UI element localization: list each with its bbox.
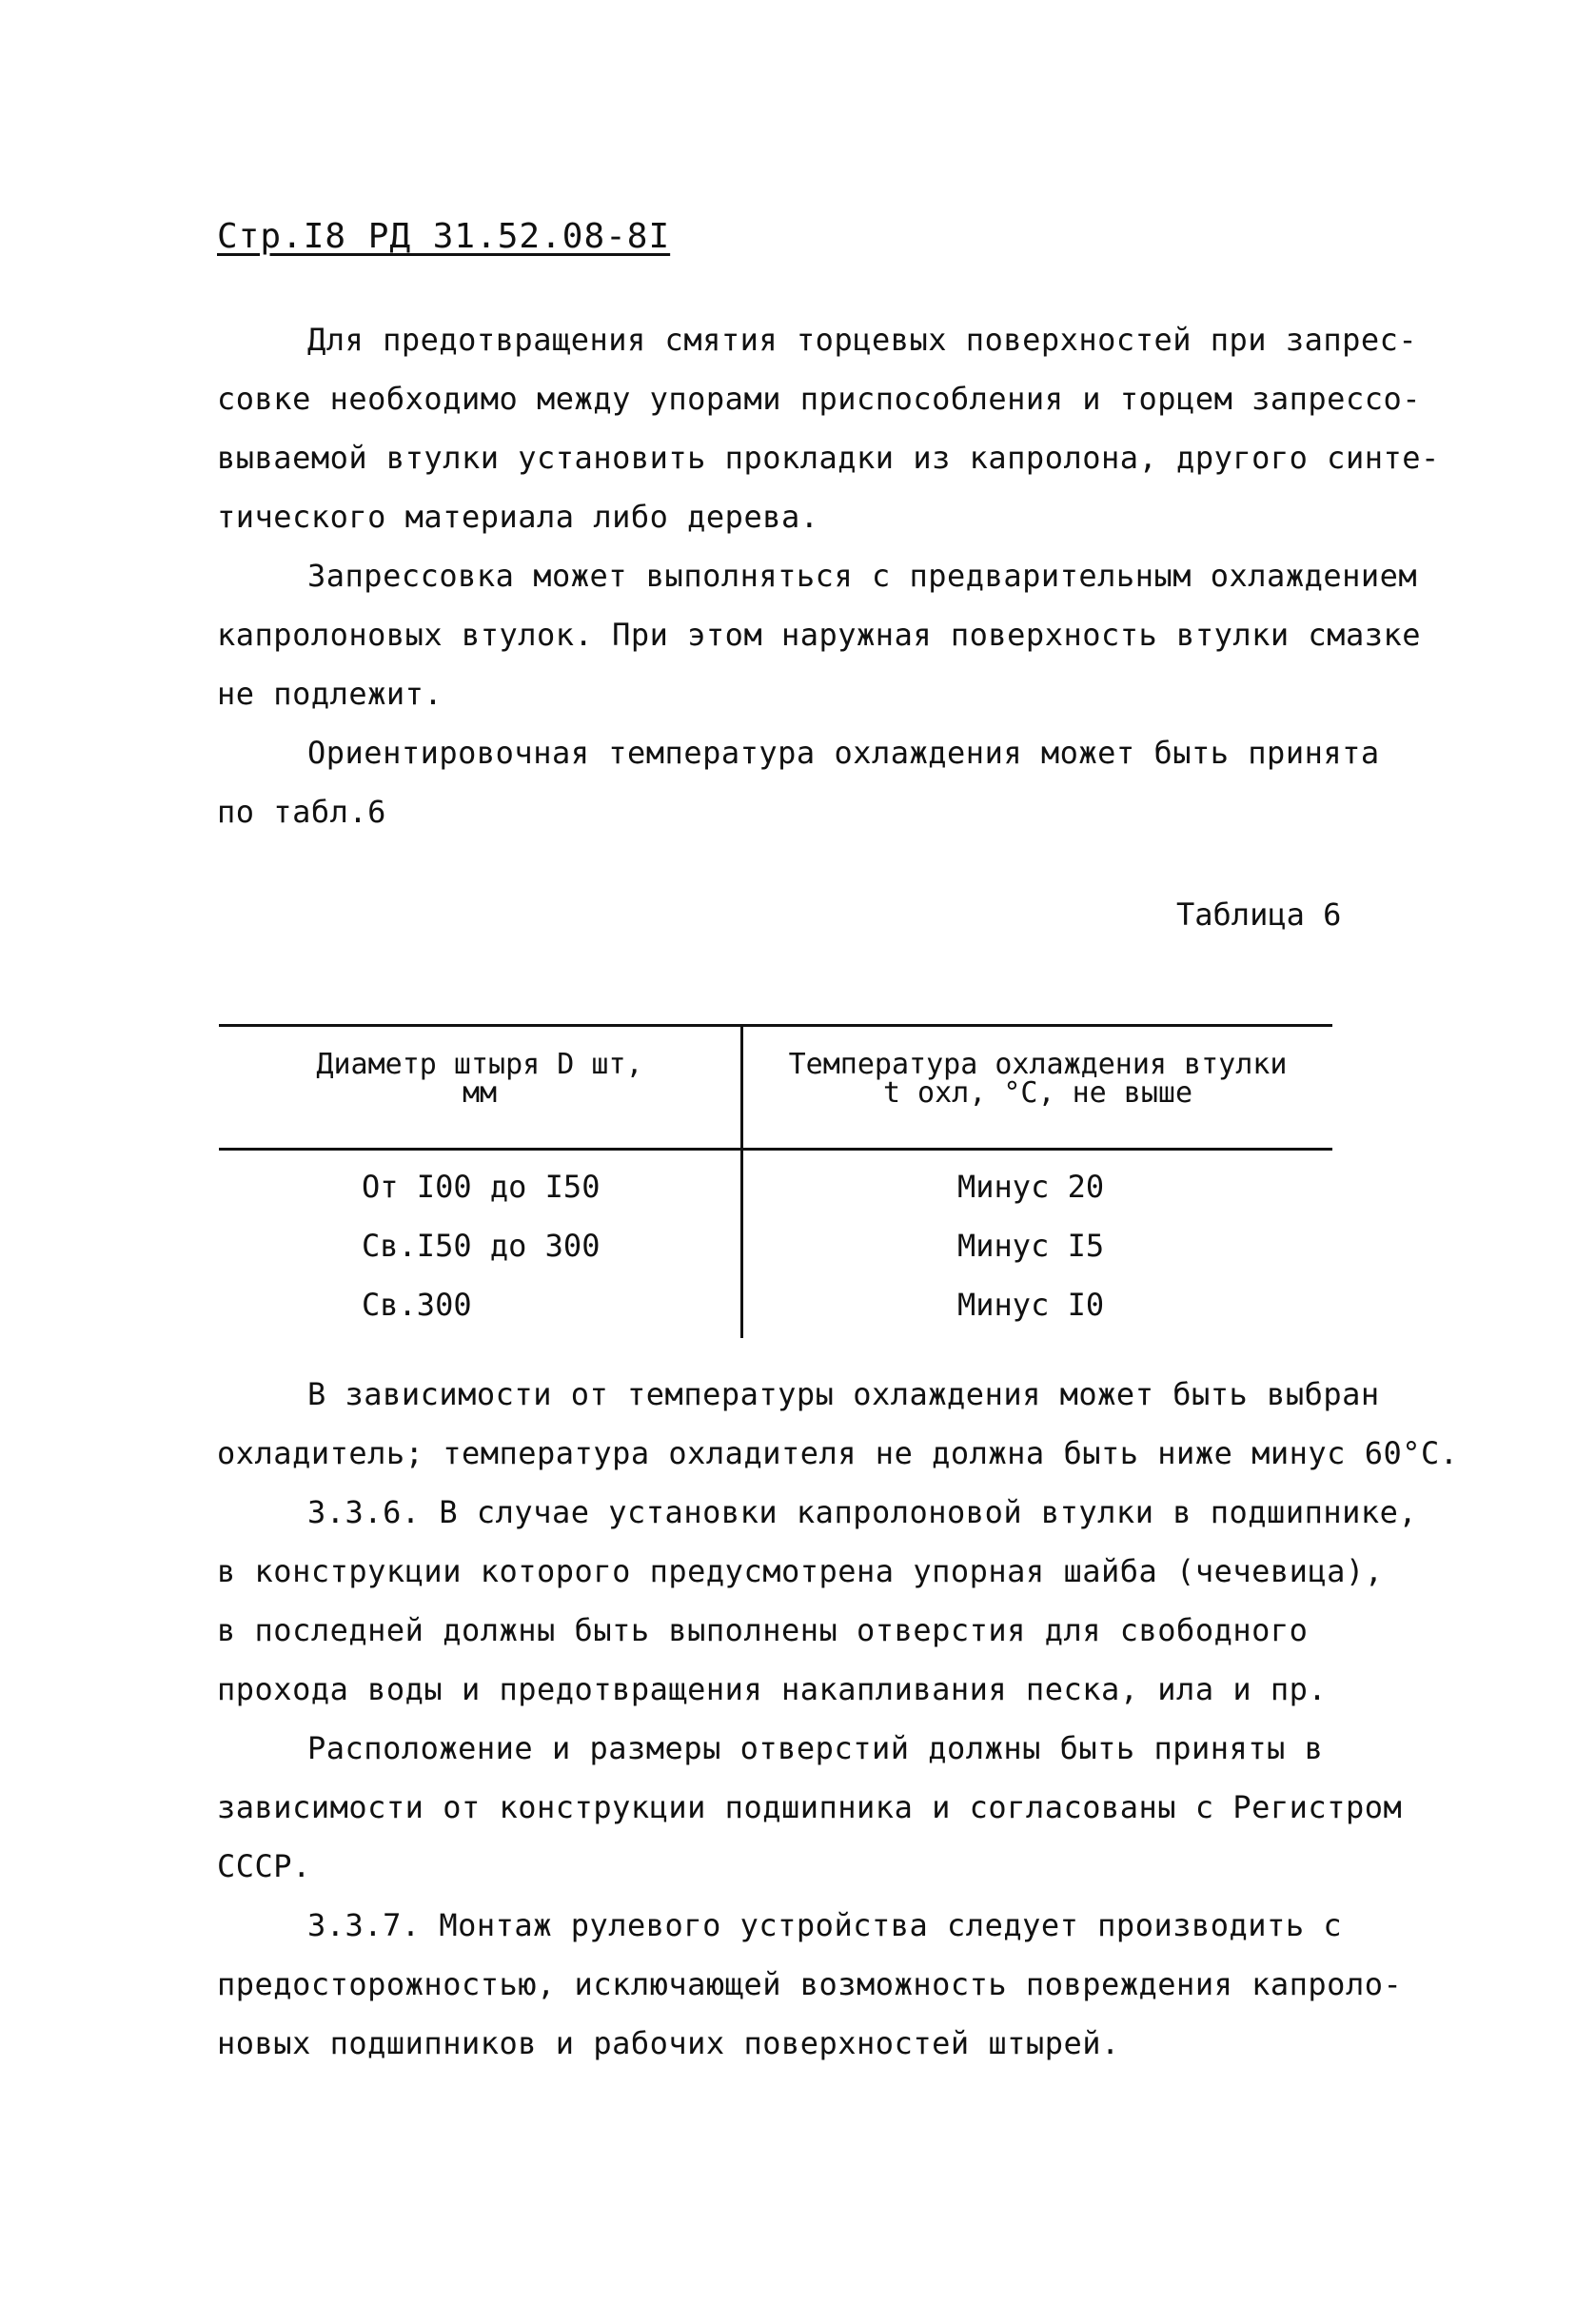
column-header-temperature (743, 1048, 1332, 1110)
text-line: прохода воды и предотвращения накапливания песка, ила и пр. (217, 1671, 1328, 1707)
text-line: в конструкции которого предусмотрена упорная шайба (чечевица), (217, 1553, 1384, 1589)
text-line: не подлежит. (217, 676, 443, 712)
text-line: Ориентировочная температура охлаждения может быть принята (307, 735, 1380, 771)
text-line: В зависимости от температуры охлаждения может быть выбран (307, 1376, 1380, 1412)
text-line: Запрессовка может выполняться с предварительным охлаждением (307, 558, 1418, 594)
text-line: Для предотвращения смятия торцевых поверхностей при запрес- (307, 322, 1418, 358)
header-line: Температура охлаждения втулки (788, 1048, 1288, 1081)
text-line: капролоновых втулок. При этом наружная поверхность втулки смазке (217, 617, 1421, 653)
text-line: Расположение и размеры отверстий должны быть приняты в (307, 1730, 1324, 1766)
page-header: Стр.I8 РД 31.52.08-8I (217, 217, 671, 256)
text-line: охладитель; температура охладителя не должна быть ниже минус 60°С. (217, 1435, 1459, 1471)
text-line: предосторожностью, исключающей возможность повреждения капроло- (217, 1966, 1403, 2002)
column-header-diameter (219, 1048, 740, 1110)
text-line: 3.3.7. Монтаж рулевого устройства следует производить с (307, 1907, 1343, 1943)
text-line: совке необходимо между упорами приспособления и торцем запрессо- (217, 381, 1421, 417)
table-caption: Таблица 6 (1176, 896, 1342, 933)
text-line: 3.3.6. В случае установки капролоновой втулки в подшипнике, (307, 1494, 1418, 1530)
table-cell-temperature: Минус 20 (957, 1169, 1105, 1205)
text-line: по табл.6 (217, 794, 386, 830)
text-line: новых подшипников и рабочих поверхностей штырей. (217, 2025, 1120, 2061)
table-cell-diameter: Св.I50 до 300 (362, 1228, 601, 1264)
header-line: t охл, °С, не выше (882, 1076, 1193, 1110)
cooling-temperature-table (219, 1024, 1332, 1338)
text-line: зависимости от конструкции подшипника и согласованы с Регистром (217, 1789, 1403, 1825)
table-header-rule (219, 1148, 1332, 1151)
table-cell-temperature: Минус I0 (957, 1287, 1105, 1323)
header-line: мм (462, 1076, 498, 1110)
text-line: вываемой втулки установить прокладки из капролона, другого синте- (217, 440, 1440, 476)
table-cell-temperature: Минус I5 (957, 1228, 1105, 1264)
header-line: Диаметр штыря D шт, (316, 1048, 643, 1081)
text-line: СССР. (217, 1848, 311, 1884)
table-cell-diameter: От I00 до I50 (362, 1169, 601, 1205)
text-line: в последней должны быть выполнены отверстия для свободного (217, 1612, 1309, 1648)
text-line: тического материала либо дерева. (217, 499, 819, 535)
table-top-rule (219, 1024, 1332, 1027)
table-cell-diameter: Св.300 (362, 1287, 472, 1323)
